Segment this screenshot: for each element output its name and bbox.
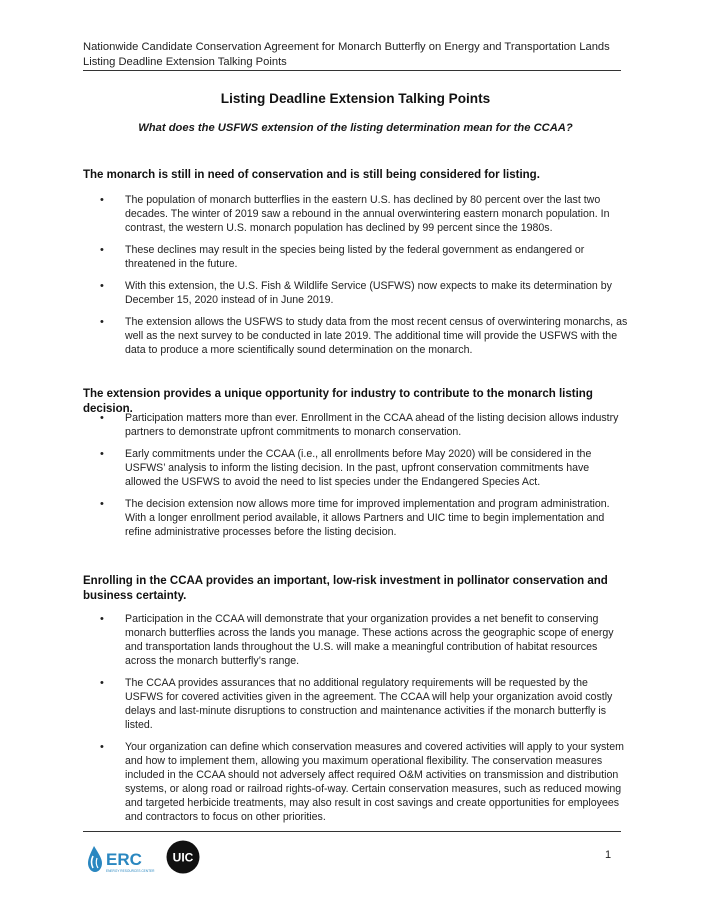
- list-item: • The decision extension now allows more time for improved implementation and program administration. With a longer enrollment period available, it allows Partners and UIC time to begin implementation and refine administrative processes before the listing decision.: [83, 497, 628, 539]
- running-header-line-1: Nationwide Candidate Conservation Agreement for Monarch Butterfly on Energy and Transportation Lands: [83, 41, 610, 53]
- list-item: • Participation matters more than ever. Enrollment in the CCAA ahead of the listing decision allows industry partners to demonstrate upfront commitments to monarch conservation.: [83, 411, 628, 439]
- uic-logo: [166, 840, 200, 874]
- list-item: • Early commitments under the CCAA (i.e., all enrollments before May 2020) will be considered in the USFWS’ analysis to inform the listing decision. In the past, upfront conservation commitments have allowed the USFWS to avoid the need to list species under the Endangered Species Act.: [83, 447, 628, 489]
- erc-logo: [86, 843, 158, 875]
- list-item: • With this extension, the U.S. Fish & Wildlife Service (USFWS) now expects to make its determination by December 15, 2020 instead of in June 2019.: [83, 279, 628, 307]
- section-1-bullet-list: [83, 193, 628, 357]
- list-item: • Your organization can define which conservation measures and covered activities will apply to your system and how to implement them, allowing you maximum operational flexibility. The conservation measures included in the CCAA should not adversely affect required O&M activities on transmission and distribution systems, or along road or railroad rights-of-way. Certain conservation measures, such as reduced mowing and targeted herbicide treatments, may also result in cost savings and create opportunities for employees and contractors to focus on other priorities.: [83, 740, 628, 824]
- list-item: • These declines may result in the species being listed by the federal government as endangered or threatened in the future.: [83, 243, 628, 271]
- running-header-line-2: Listing Deadline Extension Talking Points: [83, 56, 287, 68]
- page-number: 1: [605, 849, 612, 861]
- document-title: Listing Deadline Extension Talking Points: [220, 91, 491, 106]
- section-heading-2: The extension provides a unique opportunity for industry to contribute to the monarch listing decision.: [83, 388, 593, 415]
- list-item: • The extension allows the USFWS to study data from the most recent census of overwintering monarchs, as well as the next survey to be conducted in late 2019. The additional time will provide the USFWS with the data to produce a more scientifically sound determination on the monarch.: [83, 315, 628, 357]
- section-heading-1: The monarch is still in need of conservation and is still being considered for listing.: [83, 169, 540, 181]
- erc-logo-text: ERC: [106, 850, 142, 869]
- section-3-bullet-list: [83, 612, 628, 824]
- water-drop-icon: [88, 846, 102, 872]
- list-item: • The CCAA provides assurances that no additional regulatory requirements will be requested by the USFWS for covered activities given in the agreement. The CCAA will help your organization avoid costly delays and last-minute disruptions to construction and maintenance activities if the monarch butterfly is listed.: [83, 676, 628, 732]
- erc-logo-subtext: ENERGY RESOURCES CENTER: [106, 869, 155, 873]
- section-2-bullet-list: [83, 411, 628, 539]
- list-item: • Participation in the CCAA will demonstrate that your organization provides a net benefit to conserving monarch butterflies across the lands you manage. These actions across the geographic scope of energy and transportation lands throughout the U.S. will make a meaningful contribution of habitat resources across the monarch butterfly’s range.: [83, 612, 628, 668]
- document-subtitle: What does the USFWS extension of the listing determination mean for the CCAA?: [138, 122, 573, 134]
- uic-logo-text: UIC: [172, 850, 194, 865]
- section-heading-3: Enrolling in the CCAA provides an important, low-risk investment in pollinator conservation and business certainty.: [83, 575, 608, 602]
- footer-divider: [83, 831, 621, 832]
- running-header: [83, 40, 623, 70]
- list-item: • The population of monarch butterflies in the eastern U.S. has declined by 80 percent over the last two decades. The winter of 2019 saw a rebound in the annual overwintering eastern monarch population. In contrast, the western U.S. monarch population has declined by 99 percent since the 1980s.: [83, 193, 628, 235]
- header-divider: [83, 70, 621, 71]
